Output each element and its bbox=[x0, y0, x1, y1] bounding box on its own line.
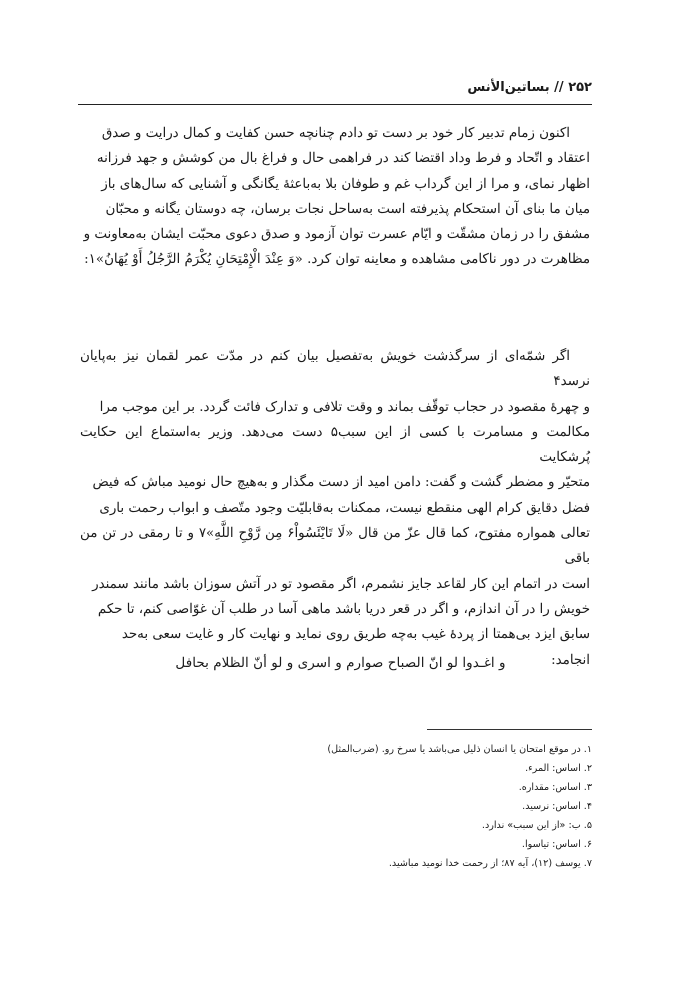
text-line: میان ما بنای آن استحکام پذیرفته است به‌ساحل نجات برسان، چه دوستان یگانه و محبّان bbox=[105, 201, 590, 217]
footnote: ۵. ب: «از این سبب» ندارد. bbox=[481, 820, 592, 831]
paragraph-1 bbox=[80, 121, 590, 273]
text-line: فضل دقایق کرام الهی منقطع نیست، ممکنات به‌قابلیّت وجود متّصف و ابواب رحمت باری bbox=[99, 500, 590, 516]
text-line: تعالی همواره مفتوح، کما قال عزّ من قال «لَا تَايْئَسُواْ۶ مِن رَّوْحِ اللَّهِ»۷ و تا رمقی در تن من باقی bbox=[80, 526, 590, 567]
header-divider bbox=[78, 104, 592, 105]
text-line: اعتقاد و اتّحاد و فرط وداد اقتضا کند در فراهمی حال و فراغ بال من کوشش و جهد فرزانه bbox=[96, 151, 590, 167]
footnotes bbox=[192, 740, 592, 873]
paragraph-2 bbox=[80, 344, 590, 673]
text-line: مشفق را در زمان مشقّت و ایّام عسرت توان آزمود و صدق دعوی محبّت ایشان به‌معاونت و bbox=[83, 227, 590, 243]
footnote-divider bbox=[427, 729, 592, 730]
footnote: ۴. اساس: نرسید. bbox=[522, 801, 592, 812]
text-line: مظاهرت در دور ناکامی مشاهده و معاینه توان کرد. «وَ عِنْدَ الْإِمْتِحَانِ يُكْرَمُ الرَّجُلُ أَوْ يُهَانُ»۱: bbox=[84, 252, 590, 268]
footnote: ۶. اساس: تیاسوا. bbox=[521, 839, 592, 850]
text-line: سابق ایزد بی‌همتا از پردهٔ غیب به‌چه طریق روی نماید و نهایت کار و غایت سعی به‌حد bbox=[121, 627, 590, 643]
running-header: ۲۵۲ // بساتین‌الأنس bbox=[467, 80, 592, 95]
closing-verse: و اغـدوا لو انّ الصباح صوارم و اسری و لو أنّ الظلام بحافل bbox=[175, 655, 506, 671]
text-line: اکنون زمام تدبیر کار خود بر دست تو دادم چنانچه حسن کفایت و کمال درایت و صدق bbox=[101, 126, 570, 141]
footnote: ۳. اساس: مقداره. bbox=[518, 782, 592, 793]
footnote: ۱. در موقع امتحان یا انسان ذلیل می‌باشد یا سرخ رو. (ضرب‌المثل) bbox=[327, 744, 592, 755]
text-line: انجامد: bbox=[551, 652, 590, 668]
text-line: متحیّر و مضطر گشت و گفت: دامن امید از دست مگذار و به‌هیچ حال نومید مباش که فیض bbox=[92, 475, 590, 491]
text-line: و چهرهٔ مقصود در حجاب توقّف بماند و وقت تلافی و تدارک فائت گردد. بر این موجب مرا bbox=[99, 399, 590, 415]
footnote: ۷. یوسف (۱۲)، آیه ۸۷؛ از رحمت خدا نومید مباشید. bbox=[388, 858, 592, 869]
text-line: خویش را در آن اندازم، و اگر در قعر دریا باشد ماهی آسا در طلب آن غوّاصی کنم، تا حکم bbox=[97, 601, 590, 617]
text-line: اگر شمّه‌ای از سرگذشت خویش به‌تفصیل بیان کنم در مدّت عمر لقمان نیز به‌پایان نرسد۴ bbox=[80, 349, 590, 390]
text-line: است در اتمام این کار لقاعد جایز نشمرم، اگر مقصود تو در آتش سوزان باشد مانند سمندر bbox=[92, 576, 590, 592]
text-line: مکالمت و مسامرت با کسی از این سبب۵ دست می‌دهد. وزیر به‌استماع این حکایت پُرشکایت bbox=[80, 424, 590, 466]
text-line: اظهار نمای، و مرا از این گرداب غم و طوفان بلا به‌باعثهٔ یگانگی و آشنایی که سال‌های باز bbox=[101, 176, 590, 192]
footnote: ۲. اساس: المرء. bbox=[525, 763, 592, 774]
